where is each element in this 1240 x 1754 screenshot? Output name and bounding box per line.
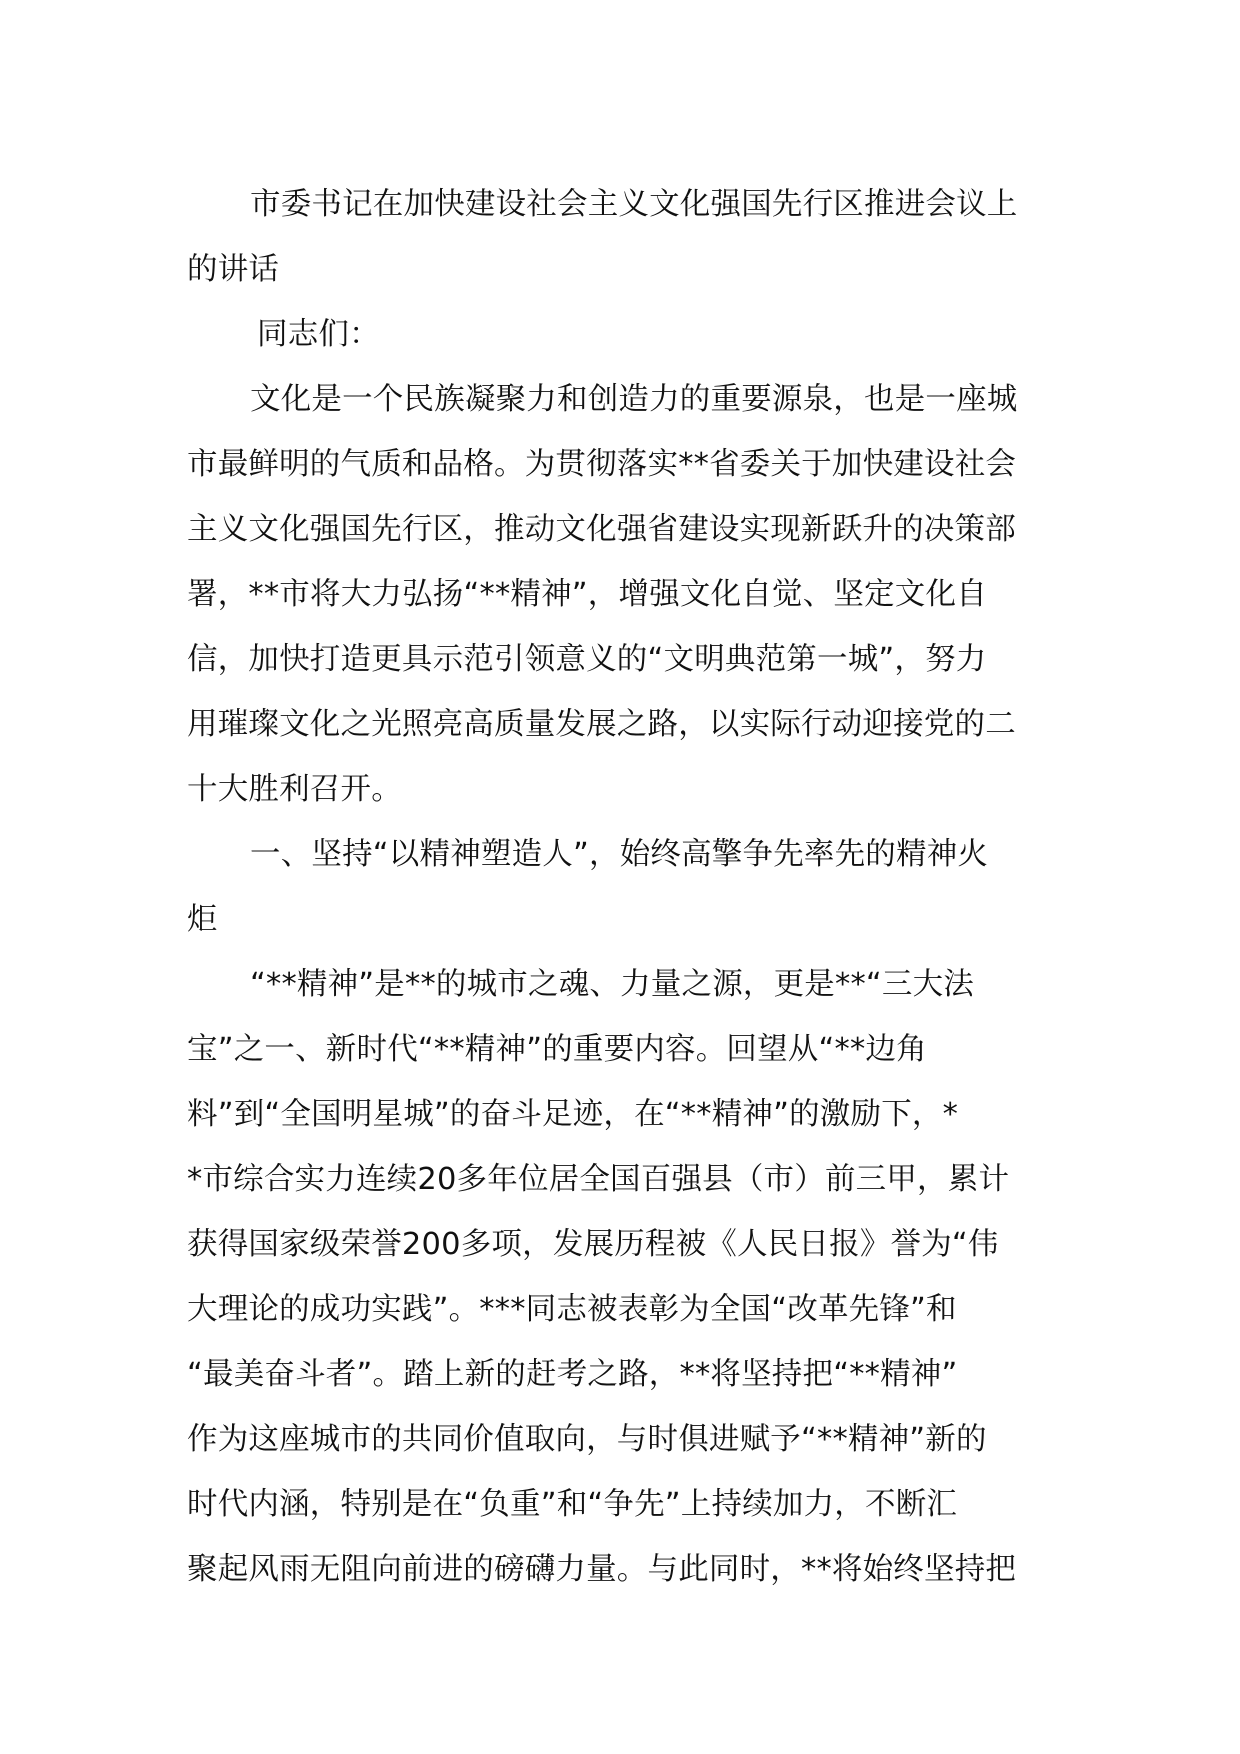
salutation: 同志们： [257,317,380,352]
paragraph-line: 时代内涵，特别是在“负重”和“争先”上持续加力，不断汇 [187,1487,958,1522]
paragraph-line: 文化是一个民族凝聚力和创造力的重要源泉，也是一座城 [250,382,1018,417]
paragraph-line: 宝”之一、新时代“**精神”的重要内容。回望从“**边角 [187,1032,927,1067]
paragraph-line: 大理论的成功实践”。***同志被表彰为全国“改革先锋”和 [187,1292,957,1327]
paragraph-line: 署，**市将大力弘扬“**精神”，增强文化自觉、坚定文化自 [187,577,987,612]
paragraph-line: 料”到“全国明星城”的奋斗足迹，在“**精神”的激励下，* [187,1097,959,1132]
document-title-line: 市委书记在加快建设社会主义文化强国先行区推进会议上 [250,187,1018,222]
section-heading-line: 炬 [187,902,218,937]
paragraph-line: 信，加快打造更具示范引领意义的“文明典范第一城”，努力 [187,642,987,677]
paragraph-line: 聚起风雨无阻向前进的磅礴力量。与此同时，**将始终坚持把 [187,1552,1017,1587]
paragraph-line: *市综合实力连续20多年位居全国百强县（市）前三甲，累计 [187,1162,1010,1197]
paragraph-line: 获得国家级荣誉200多项，发展历程被《人民日报》誉为“伟 [187,1227,999,1262]
document-title-line: 的讲话 [187,252,280,287]
section-heading-line: 一、坚持“以精神塑造人”，始终高擎争先率先的精神火 [250,837,989,872]
paragraph-line: 用璀璨文化之光照亮高质量发展之路，以实际行动迎接党的二 [187,707,1016,742]
document-body [187,172,1057,1602]
paragraph-line: 市最鲜明的气质和品格。为贯彻落实**省委关于加快建设社会 [187,447,1017,482]
paragraph-line: 主义文化强国先行区，推动文化强省建设实现新跃升的决策部 [187,512,1016,547]
paragraph-line: “**精神”是**的城市之魂、力量之源，更是**“三大法 [250,967,975,1002]
paragraph-line: 十大胜利召开。 [187,772,402,807]
paragraph-line: “最美奋斗者”。踏上新的赶考之路，**将坚持把“**精神” [187,1357,958,1392]
paragraph-line: 作为这座城市的共同价值取向，与时俱进赋予“**精神”新的 [187,1422,987,1457]
